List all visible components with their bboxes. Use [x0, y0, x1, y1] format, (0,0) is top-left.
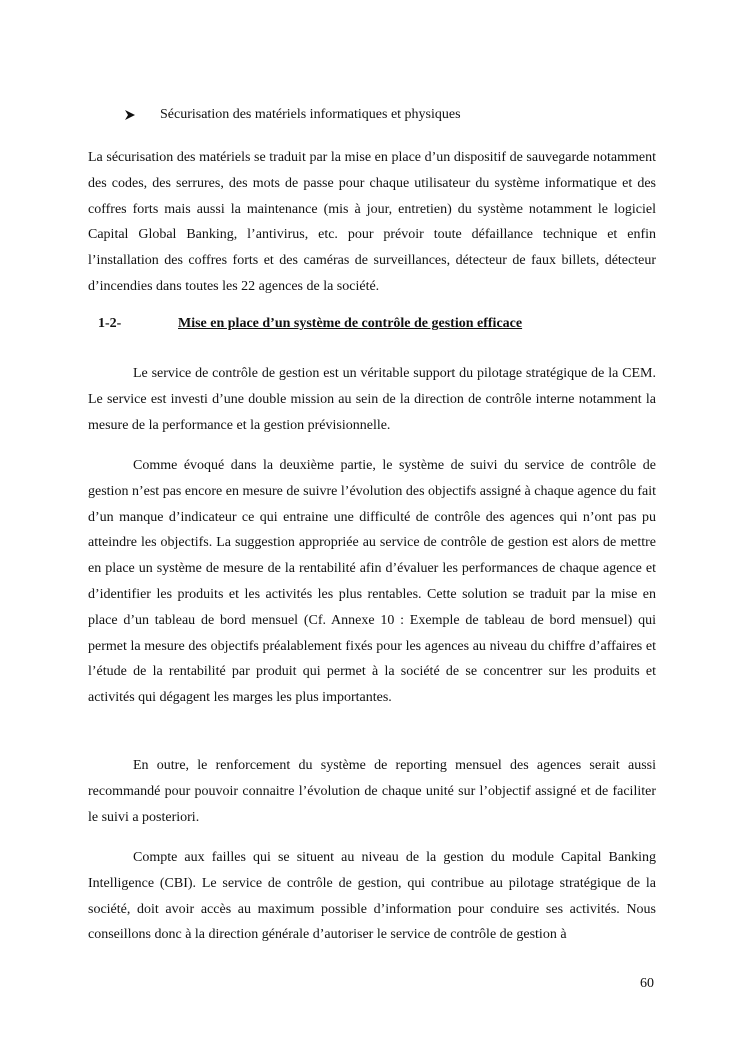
section-heading [98, 314, 522, 334]
page-number: 60 [640, 976, 654, 991]
bullet-text: Sécurisation des matériels informatiques et physiques [160, 107, 461, 122]
section-title: Mise en place d’un système de contrôle de gestion efficace [178, 316, 523, 331]
paragraph-securisation: La sécurisation des matériels se traduit par la mise en place d’un dispositif de sauvegarde notamment des codes, des serrures, des mots de passe pour chaque utilisateur du système informatique et des coffres forts mais aussi la maintenance (mis à jour, entretien) du système notamment le logiciel Capital Global Banking, l’antivirus, etc. pour prévoir toute défaillance technique et enfin l’installation des coffres forts et des caméras de surveillances, détecteur de faux billets, détecteur d’incendies dans toutes les 22 agences de la société. [88, 150, 656, 294]
paragraph-cbi: Compte aux failles qui se situent au niveau de la gestion du module Capital Banking Intelligence (CBI). Le service de contrôle de gestion, qui contribue au pilotage stratégique de la société, doit avoir accès au maximum possible d’information pour conduire ses activités. Nous conseillons donc à la direction générale d’autoriser le service de contrôle de gestion à [88, 850, 656, 943]
paragraph-systeme-suivi: Comme évoqué dans la deuxième partie, le système de suivi du service de contrôle de gestion n’est pas encore en mesure de suivre l’évolution des objectifs assigné à chaque agence du fait d’un manque d’indicateur ce qui entraine une difficulté de contrôle des agences qui n’ont pas pu atteindre les objectifs. La suggestion appropriée au service de contrôle de gestion est alors de mettre en place un système de mesure de la rentabilité afin d’évaluer les performances de chaque agence et d’identifier les produits et les activités les plus rentables. Cette solution se traduit par la mise en place d’un tableau de bord mensuel (Cf. Annexe 10 : Exemple de tableau de bord mensuel) qui permet la mesure des objectifs préalablement fixés pour les agences au niveau du chiffre d’affaires et l’étude de la rentabilité par produit qui permet à la société de se concentrer sur les produits et activités qui dégagent les marges les plus importantes. [88, 458, 656, 706]
bullet-item [124, 105, 461, 125]
arrowhead-bullet-icon [124, 109, 136, 121]
section-number: 1-2- [98, 316, 122, 331]
paragraph-controle-gestion: Le service de contrôle de gestion est un véritable support du pilotage stratégique de la CEM. Le service est investi d’une double mission au sein de la direction de contrôle interne notamment la mesure de la performance et la gestion prévisionnelle. [88, 366, 656, 433]
paragraph-reporting: En outre, le renforcement du système de reporting mensuel des agences serait aussi recommandé pour pouvoir connaitre l’évolution de chaque unité sur l’objectif assigné et de faciliter le suivi a posteriori. [88, 758, 656, 825]
